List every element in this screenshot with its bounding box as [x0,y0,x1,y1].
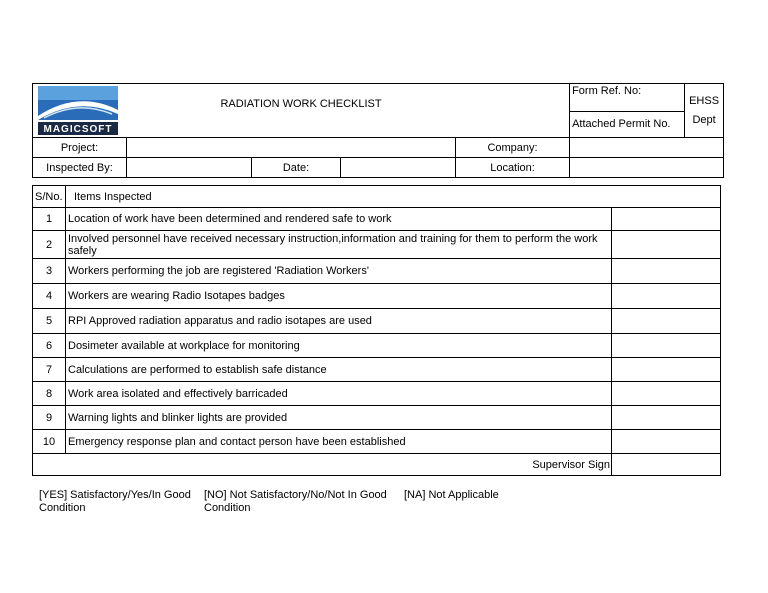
table-row [33,208,721,231]
table-row [33,406,721,430]
row-text: Work area isolated and effectively barricaded [66,382,612,406]
row-status-cell[interactable] [612,382,721,406]
project-field[interactable] [127,138,456,158]
row-number: 7 [33,358,66,382]
row-text: Emergency response plan and contact person have been established [66,430,612,454]
form-title: RADIATION WORK CHECKLIST [220,98,382,110]
row-number: 3 [33,259,66,284]
row-number: 8 [33,382,66,406]
date-label: Date: [252,158,341,178]
row-status-cell[interactable] [612,430,721,454]
row-number: 9 [33,406,66,430]
company-field[interactable] [570,138,724,158]
table-row [33,259,721,284]
table-row [33,334,721,358]
dept-code: EHSS [689,94,720,107]
row-number: 6 [33,334,66,358]
row-text: Warning lights and blinker lights are provided [66,406,612,430]
row-status-cell[interactable] [612,208,721,231]
inspected-by-field[interactable] [127,158,252,178]
legend-no: [NO] Not Satisfactory/No/Not In Good Condition [204,489,387,514]
title-cell [33,84,570,138]
supervisor-sign-field[interactable] [612,454,721,476]
location-field[interactable] [570,158,724,178]
sno-header: S/No. [33,186,66,208]
location-label: Location: [456,158,570,178]
row-text: Dosimeter available at workplace for monitoring [66,334,612,358]
table-row [33,309,721,334]
row-text: Involved personnel have received necessary instruction,information and training for them to perform the work safely [66,231,612,259]
row-status-cell[interactable] [612,231,721,259]
row-text: Workers performing the job are registered 'Radiation Workers' [66,259,612,284]
row-number: 1 [33,208,66,231]
table-row [33,382,721,406]
row-status-cell[interactable] [612,309,721,334]
table-row [33,358,721,382]
row-status-cell[interactable] [612,334,721,358]
date-field[interactable] [341,158,456,178]
inspected-by-label: Inspected By: [33,158,127,178]
row-text: Location of work have been determined and rendered safe to work [66,208,612,231]
form-header [32,83,724,178]
company-label: Company: [456,138,570,158]
row-number: 5 [33,309,66,334]
row-number: 2 [33,231,66,259]
row-text: Calculations are performed to establish safe distance [66,358,612,382]
row-text: Workers are wearing Radio Isotapes badges [66,284,612,309]
row-status-cell[interactable] [612,406,721,430]
table-row [33,284,721,309]
row-status-cell[interactable] [612,358,721,382]
attached-permit-label: Attached Permit No. [570,111,685,138]
table-row [33,430,721,454]
legend-yes: [YES] Satisfactory/Yes/In Good Condition [39,489,191,514]
row-status-cell[interactable] [612,284,721,309]
supervisor-sign-label: Supervisor Sign [33,454,612,476]
project-label: Project: [33,138,127,158]
logo-text: MAGICSOFT [43,124,113,135]
form-ref-label: Form Ref. No: [570,84,685,112]
dept-cell [685,84,724,138]
row-number: 4 [33,284,66,309]
company-logo [33,84,118,138]
dept-label: Dept [692,113,716,126]
row-text: RPI Approved radiation apparatus and radio isotapes are used [66,309,612,334]
checklist-table [32,185,721,476]
table-row [33,231,721,259]
row-status-cell[interactable] [612,259,721,284]
items-header: Items Inspected [66,186,721,208]
row-number: 10 [33,430,66,454]
legend-na: [NA] Not Applicable [404,489,499,501]
